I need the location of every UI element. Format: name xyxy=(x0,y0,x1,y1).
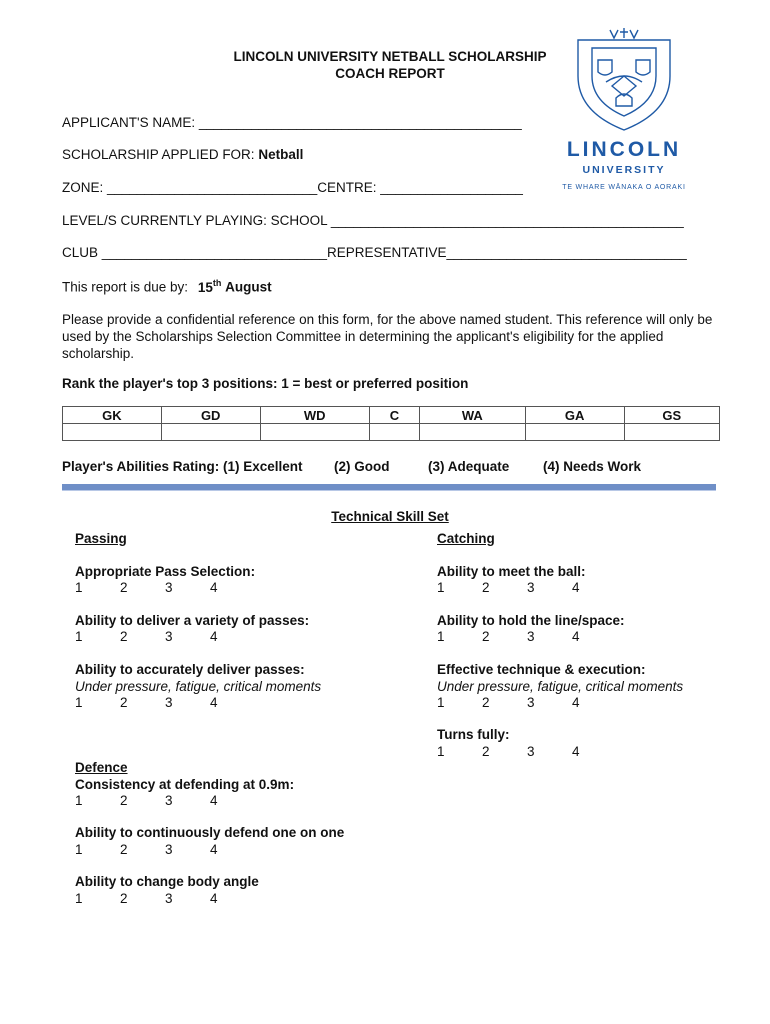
rank-cell[interactable] xyxy=(525,424,624,441)
catching-q3-sub: Under pressure, fatigue, critical moments xyxy=(437,679,684,694)
catching-q3: Effective technique & execution: xyxy=(437,662,646,677)
due-date xyxy=(62,278,272,295)
level-field[interactable]: LEVEL/S CURRENTLY PLAYING: SCHOOL _______________________________________________ xyxy=(62,213,684,228)
passing-q2-scale[interactable]: 1 2 3 4 xyxy=(75,629,218,644)
defence-q3: Ability to change body angle xyxy=(75,874,259,889)
rank-cell[interactable] xyxy=(624,424,719,441)
instructions-paragraph: Please provide a confidential reference on this form, for the above named student. This reference will only be used by the Scholarships Selection Committee in determining the applicant's eligibility for the applied scholarship. xyxy=(62,312,713,361)
defence-q2-scale[interactable]: 1 2 3 4 xyxy=(75,842,218,857)
title-line-1: LINCOLN UNIVERSITY NETBALL SCHOLARSHIP xyxy=(233,49,547,64)
rating-good: (2) Good xyxy=(334,459,390,474)
rating-adequate: (3) Adequate xyxy=(428,459,510,474)
position-gk: GK xyxy=(63,407,162,424)
passing-q2: Ability to deliver a variety of passes: xyxy=(75,613,310,628)
passing-heading: Passing xyxy=(75,531,127,546)
passing-q3-sub: Under pressure, fatigue, critical moments xyxy=(75,679,322,694)
logo-tagline: TE WHARE WĀNAKA O AORAKI xyxy=(562,184,686,191)
catching-heading: Catching xyxy=(437,531,495,546)
rank-cell[interactable] xyxy=(161,424,260,441)
catching-q4: Turns fully: xyxy=(437,727,510,742)
title-line-2: COACH REPORT xyxy=(335,66,445,81)
position-gd: GD xyxy=(161,407,260,424)
technical-skill-title: Technical Skill Set xyxy=(331,509,449,524)
zone-centre-field[interactable]: ZONE: ____________________________CENTRE: ___________________ xyxy=(62,180,523,195)
rating-needs-work: (4) Needs Work xyxy=(543,459,642,474)
defence-q2: Ability to continuously defend one on one xyxy=(75,825,345,840)
defence-q1: Consistency at defending at 0.9m: xyxy=(75,777,295,792)
defence-q3-scale[interactable]: 1 2 3 4 xyxy=(75,891,218,906)
document-title xyxy=(180,48,600,82)
rank-cell[interactable] xyxy=(369,424,419,441)
section-divider xyxy=(62,484,716,491)
due-day: 15 xyxy=(197,279,213,295)
positions-header-row xyxy=(63,407,720,424)
catching-q4-scale[interactable]: 1 2 3 4 xyxy=(437,744,580,759)
passing-q3-scale[interactable]: 1 2 3 4 xyxy=(75,695,218,710)
positions-table xyxy=(62,406,720,441)
catching-q1: Ability to meet the ball: xyxy=(437,564,586,579)
logo-name: LINCOLN xyxy=(566,138,682,161)
passing-q1: Appropriate Pass Selection: xyxy=(75,564,256,579)
logo-university: UNIVERSITY xyxy=(582,164,666,176)
rank-cell[interactable] xyxy=(260,424,369,441)
due-suffix: th xyxy=(212,278,222,288)
passing-q3: Ability to accurately deliver passes: xyxy=(75,662,305,677)
scholarship-label: SCHOLARSHIP APPLIED FOR: xyxy=(62,147,255,162)
university-crest-icon xyxy=(556,26,692,136)
positions-rank-row xyxy=(63,424,720,441)
due-month: August xyxy=(225,279,272,295)
defence-q1-scale[interactable]: 1 2 3 4 xyxy=(75,793,218,808)
position-wa: WA xyxy=(419,407,525,424)
catching-q1-scale[interactable]: 1 2 3 4 xyxy=(437,580,580,595)
club-field[interactable]: CLUB ______________________________REPRESENTATIVE________________________________ xyxy=(62,245,687,260)
catching-q2-scale[interactable]: 1 2 3 4 xyxy=(437,629,580,644)
position-c: C xyxy=(369,407,419,424)
rank-label: Rank the player's top 3 positions: 1 = best or preferred position xyxy=(62,376,469,391)
applicant-name-field[interactable]: APPLICANT'S NAME: ___________________________________________ xyxy=(62,115,522,130)
defence-heading: Defence xyxy=(75,760,128,775)
due-label: This report is due by: xyxy=(62,279,189,295)
scholarship-value: Netball xyxy=(258,147,304,162)
position-ga: GA xyxy=(525,407,624,424)
position-gs: GS xyxy=(624,407,719,424)
catching-q2: Ability to hold the line/space: xyxy=(437,613,625,628)
scholarship-field xyxy=(62,147,303,162)
position-wd: WD xyxy=(260,407,369,424)
rank-cell[interactable] xyxy=(63,424,162,441)
catching-q3-scale[interactable]: 1 2 3 4 xyxy=(437,695,580,710)
ratings-label: Player's Abilities Rating: (1) Excellent xyxy=(62,459,303,474)
rank-cell[interactable] xyxy=(419,424,525,441)
passing-q1-scale[interactable]: 1 2 3 4 xyxy=(75,580,218,595)
